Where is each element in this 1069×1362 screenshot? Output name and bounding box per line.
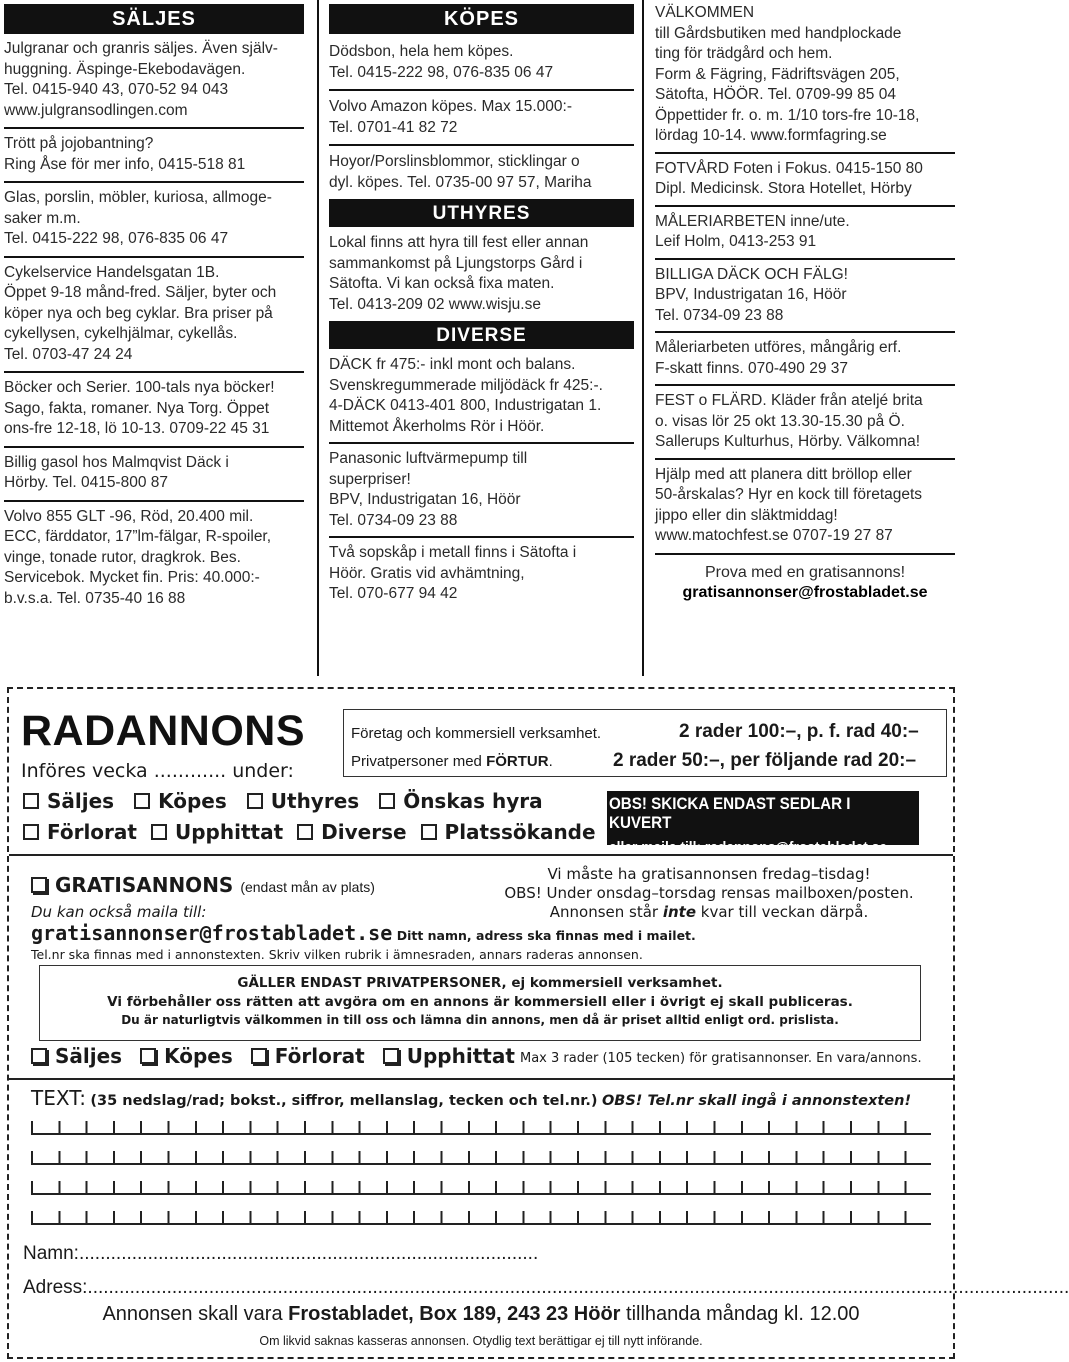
ad-line: Dipl. Medicinsk. Stora Hotellet, Hörby (655, 180, 912, 197)
category-option[interactable] (134, 789, 227, 813)
checkbox[interactable] (297, 824, 313, 840)
ad-line: Tel. 0734-09 23 88 (655, 306, 784, 324)
category-option[interactable] (247, 789, 359, 813)
category-option[interactable] (383, 1044, 515, 1068)
section-header-uthyres: UTHYRES (329, 199, 634, 227)
ad-line: Lokal finns att hyra till fest eller annan (329, 234, 589, 251)
ad-line: Tel. 0701-41 82 72 (329, 118, 458, 136)
ad-separator (4, 127, 304, 129)
classified-ad (655, 465, 955, 547)
ad-separator (4, 256, 304, 258)
text-line[interactable] (31, 1121, 931, 1135)
footer-text: Annonsen skall vara Frostabladet, Box 189, 243 23 Höör tillhanda måndag kl. 12.00 (102, 1303, 860, 1325)
ad-line: jippo eller din släktmiddag! (655, 506, 838, 524)
section-header-diverse: DIVERSE (329, 321, 634, 349)
category-label: Förlorat (274, 1044, 365, 1068)
checkbox[interactable] (134, 793, 150, 809)
ad-line: www.julgransodlingen.com (4, 101, 188, 119)
checkbox[interactable] (383, 1048, 399, 1064)
classified-ad (4, 453, 304, 494)
ad-separator (655, 458, 955, 460)
category-option[interactable] (421, 820, 596, 844)
classified-ad (329, 449, 634, 531)
classified-ad (4, 134, 304, 175)
ad-separator (329, 442, 634, 444)
classified-ad (4, 378, 304, 440)
divider (9, 1078, 953, 1080)
gratis-max: Max 3 rader (105 tecken) för gratisannonser. En vara/annons. (520, 1051, 922, 1066)
ad-line: Tel. 0415-222 98, 076-835 06 47 (4, 230, 229, 247)
ad-line: Julgranar och granris säljes. Även själv- (4, 40, 278, 57)
checkbox[interactable] (247, 793, 263, 809)
ad-line: lördag 10-14. www.formfagring.se (655, 127, 887, 144)
mail-row: gratisannonser@frostabladet.se Ditt namn, adress ska finnas med i mailet. (31, 921, 696, 945)
ad-line: huggning. Äspinge-Ekebodavägen. (4, 60, 246, 78)
ad-separator (655, 205, 955, 207)
section-header-saljes: SÄLJES (4, 4, 304, 34)
footer-small: Om likvid saknas kasseras annonsen. Otydlig text berättigar ej till nytt införande. (259, 1334, 703, 1348)
checkbox[interactable] (31, 1048, 47, 1064)
ad-line: ECC, färddator, 17”lm-fälgar, R-spoiler, (4, 528, 272, 545)
classified-ad (655, 212, 955, 253)
ad-line: VÄLKOMMEN (655, 4, 755, 21)
ad-line: Höör. Gratis vid avhämtning, (329, 564, 525, 582)
category-label: Upphittat (174, 820, 284, 844)
checkbox[interactable] (140, 1048, 156, 1064)
category-option[interactable] (23, 789, 114, 813)
ad-line: Tel. 0415-940 43, 070-52 94 043 (4, 81, 229, 98)
promo-email[interactable]: gratisannonser@frostabladet.se (682, 584, 928, 601)
deadline-info: Vi måste ha gratisannonsen fredag–tisdag! OBS! Under onsdag–torsdag rensas mailboxen/posten. Annonsen står inte kvar till veckan därpå. (504, 865, 914, 921)
ad-line: www.matochfest.se 0707-19 27 87 (655, 527, 893, 544)
gratis-title: GRATISANNONS (endast mån av plats) (31, 873, 375, 897)
ad-line: superpriser! (329, 470, 411, 488)
text-line[interactable] (31, 1151, 931, 1165)
checkbox[interactable] (151, 824, 167, 840)
ad-line: Leif Holm, 0413-253 91 (655, 233, 817, 250)
ad-line: ons-fre 12-18, lö 10-13. 0709-22 45 31 (4, 420, 270, 437)
ad-separator (4, 500, 304, 502)
text-line[interactable] (31, 1211, 931, 1225)
classified-ad (655, 338, 955, 379)
ad-line: Volvo Amazon köpes. Max 15.000:- (329, 98, 572, 115)
radannons-coupon (7, 687, 1069, 1359)
ad-line: Hörby. Tel. 0415-800 87 (4, 474, 169, 491)
ad-line: saker m.m. (4, 209, 81, 227)
ad-line: F-skatt finns. 070-490 29 37 (655, 359, 849, 377)
ad-line: MÅLERIARBETEN inne/ute. (655, 212, 850, 230)
ad-line: Form & Fägring, Fädriftsvägen 205, (655, 65, 900, 83)
column-divider (317, 0, 319, 676)
ad-line: Öppet 9-18 månd-fred. Säljer, byter och (4, 284, 277, 301)
ad-separator (655, 331, 955, 333)
obs-text-1: OBS! SKICKA ENDAST SEDLAR I KUVERT (609, 795, 851, 832)
ad-line: o. visas lör 25 okt 13.30-15.30 på Ö. (655, 412, 905, 430)
ad-separator (329, 536, 634, 538)
ad-separator (655, 384, 955, 386)
divider (9, 854, 953, 856)
category-option[interactable] (23, 820, 137, 844)
ad-line: Hjälp med att planera ditt bröllop eller (655, 465, 912, 483)
name-field[interactable]: Namn:....................................................................................... (23, 1243, 539, 1264)
text-row: TEXT: (35 nedslag/rad; bokst., siffror, mellanslag, tecken och tel.nr.) OBS! Tel.nr skall ingå i annonstexten! (31, 1086, 912, 1110)
ad-line: Volvo 855 GLT -96, Röd, 20.400 mil. (4, 507, 254, 525)
ad-line: Billig gasol hos Malmqvist Däck i (4, 453, 229, 471)
ad-line: Sätofta. Vi kan också fixa maten. (329, 275, 555, 292)
company-label: Företag och kommersiell verksamhet. (351, 725, 602, 742)
classified-ad (4, 507, 304, 610)
category-label: Upphittat (406, 1044, 515, 1068)
category-row-2 (23, 820, 610, 844)
ad-line: Hoyor/Porslinsblommor, sticklingar o (329, 153, 580, 170)
section-header-kopes: KÖPES (329, 4, 634, 34)
classified-ad (4, 188, 304, 250)
classifieds-columns (0, 0, 960, 678)
ad-line: Tel. 0703-47 24 24 (4, 345, 133, 363)
ad-line: sammankomst på Ljungstorps Gård i (329, 254, 583, 272)
ad-line: Panasonic luftvärmepump till (329, 450, 528, 467)
week-label[interactable]: Införes vecka ............ under: (21, 760, 294, 782)
ad-line: Tel. 0413-209 02 www.wisju.se (329, 295, 541, 313)
gratis-category-row (31, 1044, 533, 1068)
ad-line: Böcker och Serier. 100-tals nya böcker! (4, 379, 275, 396)
ad-line: Tel. 0415-222 98, 076-835 06 47 (329, 63, 554, 81)
obs-box (607, 791, 919, 856)
column-kopes (329, 0, 634, 605)
category-label: Förlorat (47, 820, 137, 844)
ad-line: Glas, porslin, möbler, kuriosa, allmoge- (4, 189, 272, 206)
classified-ad (329, 355, 634, 437)
category-option[interactable] (151, 820, 283, 844)
classified-ad (329, 543, 634, 605)
ad-line: BPV, Industrigatan 16, Höör (329, 491, 521, 508)
tel-note: Tel.nr ska finnas med i annonstexten. Skriv vilken rubrik i ämnesraden, annars raderas annonsen. (31, 947, 643, 962)
ad-separator (4, 371, 304, 373)
mail-address[interactable]: gratisannonser@frostabladet.se (31, 921, 393, 945)
ad-line: 50-årskalas? Hyr en kock till företagets (655, 486, 923, 503)
column-divider (642, 0, 644, 676)
ad-line: vinge, tonade rutor, dragkrok. Bes. (4, 548, 241, 566)
checkbox[interactable] (251, 1048, 267, 1064)
category-label: Uthyres (270, 789, 360, 813)
category-label: Platssökande (444, 820, 596, 844)
category-option[interactable] (31, 1044, 122, 1068)
ad-line: Måleriarbeten utföres, mångårig erf. (655, 339, 902, 356)
ad-separator (655, 258, 955, 260)
ad-separator (655, 152, 955, 154)
category-option[interactable] (140, 1044, 233, 1068)
ad-separator (4, 446, 304, 448)
category-option[interactable] (251, 1044, 365, 1068)
ad-line: Trött på jojobantning? (4, 135, 154, 152)
ad-line: ting för trädgård och hem. (655, 45, 833, 62)
ad-line: Tel. 0734-09 23 88 (329, 511, 458, 529)
ad-line: BILLIGA DÄCK OCH FÄLG! (655, 265, 848, 283)
ad-line: DÄCK fr 475:- inkl mont och balans. (329, 356, 576, 373)
private-label: Privatpersoner med FÖRTUR. (351, 753, 553, 770)
classified-ad (329, 233, 634, 315)
ad-line: BPV, Industrigatan 16, Höör (655, 286, 847, 303)
category-row-1 (23, 789, 563, 813)
private-only-text: GÄLLER ENDAST PRIVATPERSONER, ej kommersiell verksamhet. Vi förbehåller oss rätten att avgöra om en annons är kommersiell eller i övrigt ej skall publiceras. Du är naturligtvis välkommen in till oss och lämna din annons, men då är priset alltid enligt ord. prislista. (107, 975, 853, 1027)
classified-ad (655, 391, 955, 453)
category-label: Önskas hyra (403, 789, 543, 813)
checkbox[interactable] (421, 824, 437, 840)
checkbox[interactable] (23, 824, 39, 840)
ad-line: Svenskregummerade miljödäck fr 425:-. (329, 376, 603, 394)
category-option[interactable] (297, 820, 406, 844)
category-label: Köpes (158, 789, 227, 813)
ad-line: FEST o FLÄRD. Kläder från ateljé brita (655, 392, 923, 409)
ad-line: köper nya och beg cyklar. Bra priser på (4, 304, 273, 322)
ad-line: dyl. köpes. Tel. 0735-00 97 57, Mariha (329, 173, 592, 191)
ad-line: 4-DÄCK 0413-401 800, Industrigatan 1. (329, 397, 602, 414)
ad-line: Två sopskåp i metall finns i Sätofta i (329, 544, 577, 561)
classified-ad (4, 263, 304, 366)
classified-ad (329, 42, 634, 83)
ad-line: Öppettider fr. o. m. 1/10 tors-fre 10-18, (655, 106, 920, 124)
company-price: 2 rader 100:–, p. f. rad 40:– (679, 721, 919, 742)
ad-line: cykellysen, cykelhjälmar, cykellås. (4, 325, 238, 342)
ad-line: Sago, fakta, romaner. Nya Torg. Öppet (4, 399, 270, 417)
category-option[interactable] (379, 789, 542, 813)
ad-separator (4, 181, 304, 183)
ad-line: Dödsbon, hela hem köpes. (329, 43, 514, 60)
ad-line: Sallerups Kulturhus, Hörby. Välkomna! (655, 433, 921, 450)
ad-line: Cykelservice Handelsgatan 1B. (4, 263, 220, 281)
ad-line: Tel. 070-677 94 42 (329, 585, 458, 602)
category-label: Säljes (55, 1044, 123, 1068)
classified-ad (655, 265, 955, 327)
address-field[interactable]: Adress:.......................................................................................................................................................................................... (23, 1277, 1069, 1298)
ad-line: Sätofta, HÖÖR. Tel. 0709-99 85 04 (655, 86, 896, 103)
classified-ad (655, 159, 955, 200)
ad-line: FOTVÅRD Foten i Fokus. 0415-150 80 (655, 159, 923, 177)
category-label: Köpes (164, 1044, 233, 1068)
ad-line: till Gårdsbutiken med handplockade (655, 24, 902, 42)
classified-ad (655, 3, 955, 147)
obs-text-2[interactable]: eller maila till: radannons@frostabladet.se (609, 839, 888, 856)
classified-ad (4, 39, 304, 121)
text-line[interactable] (31, 1181, 931, 1195)
classified-ad (329, 97, 634, 138)
ad-separator (329, 89, 634, 91)
promo-text: Prova med en gratisannons! (704, 563, 906, 581)
column-saljes (4, 0, 304, 609)
category-label: Säljes (47, 789, 115, 813)
ad-line: Mittemot Åkerholms Rör i Höör. (329, 417, 545, 435)
ad-separator (655, 553, 955, 555)
ad-line: Servicebok. Mycket fin. Pris: 40.000:- (4, 569, 260, 586)
ad-line: Ring Åse för mer info, 0415-518 81 (4, 155, 246, 173)
checkbox-gratis[interactable] (31, 877, 47, 893)
coupon-title: RADANNONS (21, 707, 305, 755)
checkbox[interactable] (379, 793, 395, 809)
ad-separator (329, 144, 634, 146)
private-price: 2 rader 50:–, per följande rad 20:– (613, 750, 917, 771)
category-label: Diverse (321, 820, 407, 844)
mail-label: Du kan också maila till: (31, 903, 207, 921)
checkbox[interactable] (23, 793, 39, 809)
ad-line: b.v.s.a. Tel. 0735-40 16 88 (4, 589, 186, 607)
column-misc (655, 0, 955, 604)
classified-ad (329, 152, 634, 193)
